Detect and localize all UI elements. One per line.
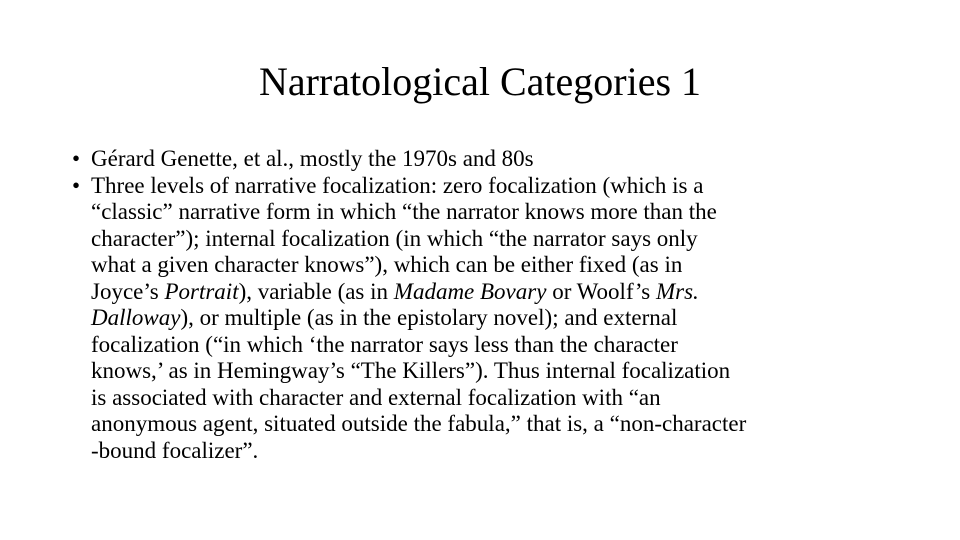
text-run: anonymous agent, situated outside the fabula,” that is, a “non-character xyxy=(91,411,747,436)
text-run: Gérard Genette, et al., mostly the 1970s and 80s xyxy=(91,146,534,171)
text-run: “classic” narrative form in which “the narrator knows more than the xyxy=(91,199,717,224)
bullet-item xyxy=(72,173,902,465)
text-run: focalization (“in which ‘the narrator says less than the character xyxy=(91,331,678,357)
text-run: ), or multiple (as in the epistolary novel); and external xyxy=(180,305,678,330)
bullet-dot-icon: • xyxy=(72,172,81,198)
text-run: is associated with character and external focalization with “an xyxy=(91,384,661,410)
bullet-line xyxy=(91,226,902,253)
text-run: ), variable (as in xyxy=(238,278,394,304)
bullet-line xyxy=(91,146,902,173)
bullet-line xyxy=(91,385,902,412)
bullet-line xyxy=(91,173,902,200)
italic-title-portrait: Portrait xyxy=(164,278,239,304)
bullet-line xyxy=(91,411,902,438)
bullet-list xyxy=(72,146,902,464)
italic-title-mrs: Mrs. xyxy=(655,278,699,304)
bullet-dot-icon: • xyxy=(72,146,81,171)
text-run: character”); internal focalization (in which “the narrator says only xyxy=(91,225,698,251)
text-run: -bound focalizer”. xyxy=(91,437,259,463)
bullet-line xyxy=(91,199,902,226)
bullet-line xyxy=(91,358,902,385)
text-run: or Woolf’s xyxy=(546,278,656,304)
text-run: what a given character knows”), which can be either fixed (as in xyxy=(91,252,683,277)
text-run: Three levels of narrative focalization: zero focalization (which is a xyxy=(91,172,704,198)
bullet-line xyxy=(91,252,902,279)
italic-title-dalloway: Dalloway xyxy=(91,305,181,330)
bullet-line xyxy=(91,332,902,359)
bullet-line xyxy=(91,438,902,465)
bullet-item xyxy=(72,146,902,173)
text-run: Joyce’s xyxy=(91,278,165,304)
slide-title: Narratological Categories 1 xyxy=(258,59,702,104)
text-run: knows,’ as in Hemingway’s “The Killers”). Thus internal focalization xyxy=(91,358,731,383)
italic-title-madame-bovary: Madame Bovary xyxy=(393,278,547,304)
bullet-line xyxy=(91,305,902,332)
bullet-line xyxy=(91,279,902,306)
